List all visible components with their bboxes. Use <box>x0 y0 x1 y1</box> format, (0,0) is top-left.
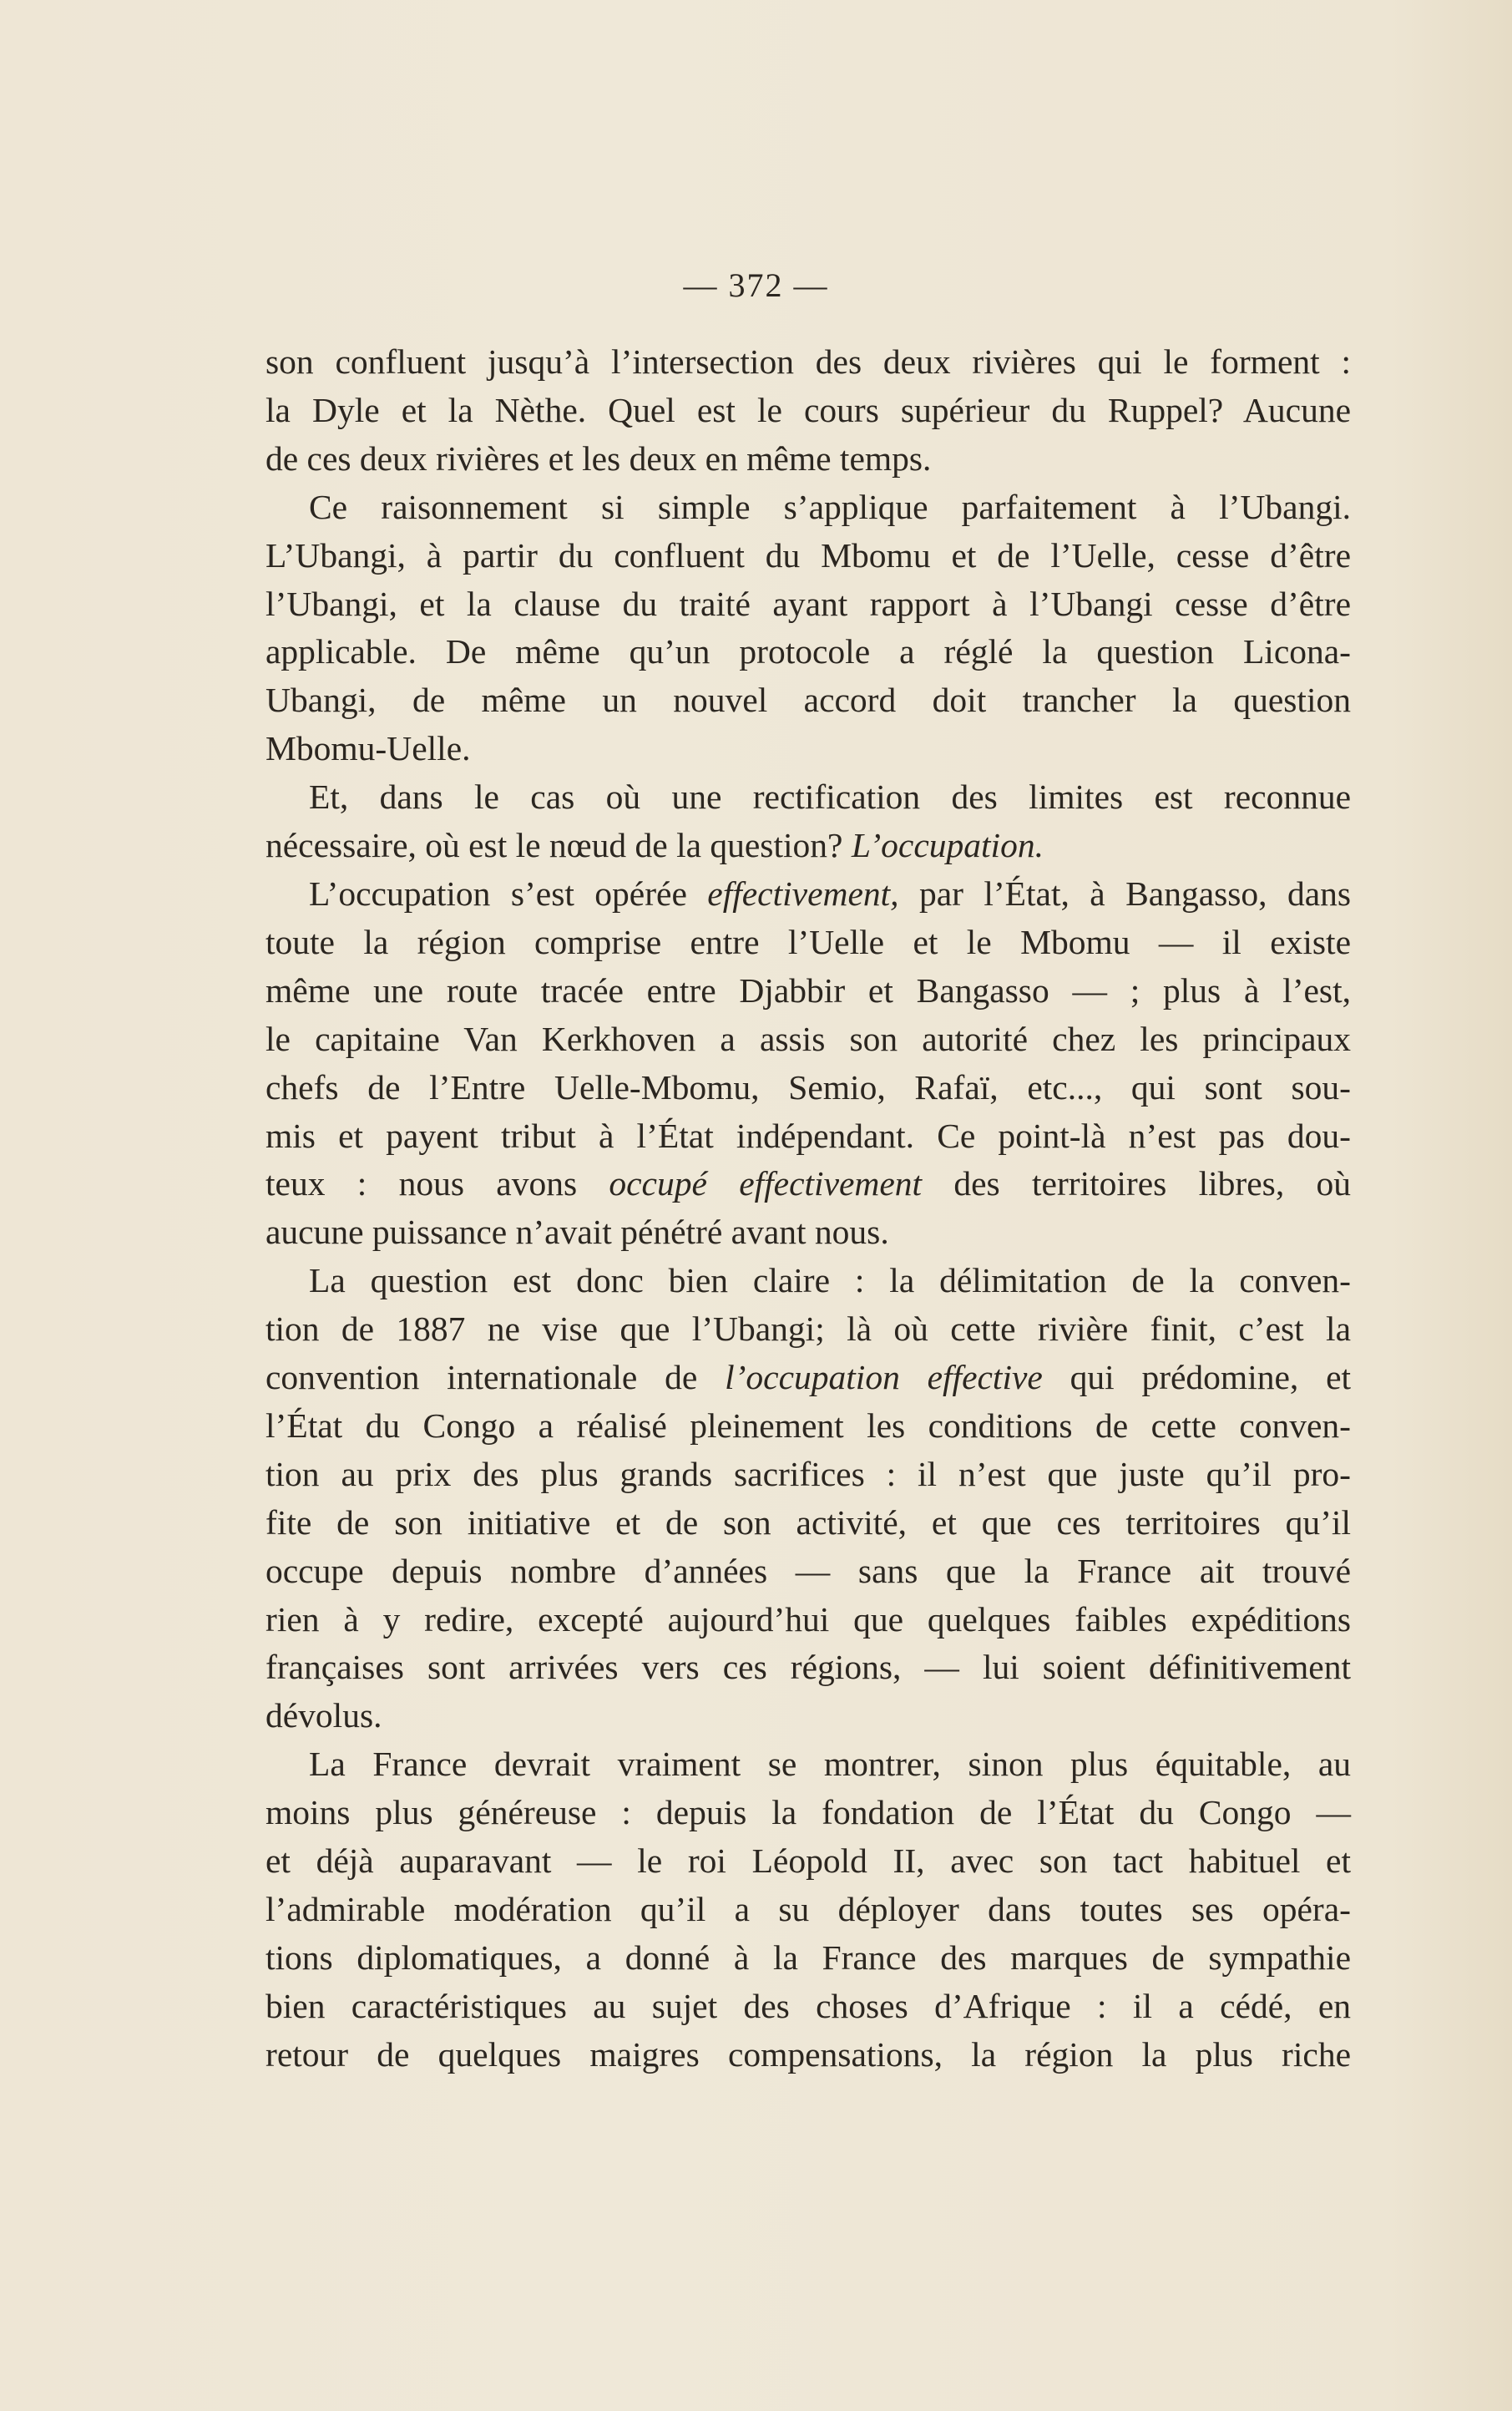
text-line: tions diplomatiques, a donné à la France des marques de sympathie <box>265 1937 1351 1977</box>
text-line: Et, dans le cas où une rectification des limites est reconnue <box>309 777 1351 817</box>
text-line: La France devrait vraiment se montrer, sinon plus équitable, au <box>309 1745 1351 1784</box>
text-line: Mbomu-Uelle. <box>265 729 471 768</box>
text-line: aucune puissance n’avait pénétré avant nous. <box>265 1213 889 1252</box>
text-line: retour de quelques maigres compensations, la région la plus riche <box>265 2034 1351 2074</box>
text-line: dévolus. <box>265 1696 382 1735</box>
text-line: teux : nous avons occupé effectivement des territoires libres, où <box>265 1164 1351 1203</box>
text-line: Ce raisonnement si simple s’applique parfaitement à l’Ubangi. <box>309 487 1351 526</box>
text-line: et déjà auparavant — le roi Léopold II, avec son tact habituel et <box>265 1841 1351 1881</box>
text-line: rien à y redire, excepté aujourd’hui que quelques faibles expéditions <box>265 1599 1351 1639</box>
text-line: bien caractéristiques au sujet des choses d’Afrique : il a cédé, en <box>265 1986 1351 2025</box>
text-line: chefs de l’Entre Uelle-Mbomu, Semio, Rafaï, etc..., qui sont sou- <box>265 1067 1351 1107</box>
text-line: toute la région comprise entre l’Uelle et le Mbomu — il existe <box>265 922 1351 961</box>
text-line: L’occupation s’est opérée effectivement, par l’État, à Bangasso, dans <box>309 874 1352 913</box>
text-line: de ces deux rivières et les deux en même temps. <box>265 438 932 478</box>
text-line: fite de son initiative et de son activité, et que ces territoires qu’il <box>265 1502 1351 1542</box>
text-line: L’Ubangi, à partir du confluent du Mbomu et de l’Uelle, cesse d’être <box>265 535 1351 575</box>
text-line: Ubangi, de même un nouvel accord doit trancher la question <box>265 681 1351 720</box>
text-line: occupe depuis nombre d’années — sans que la France ait trouvé <box>265 1551 1351 1590</box>
text-line: applicable. De même qu’un protocole a réglé la question Licona- <box>265 632 1351 671</box>
text-line: la Dyle et la Nèthe. Quel est le cours supérieur du Ruppel? Aucune <box>265 390 1351 429</box>
text-line: son confluent jusqu’à l’intersection des deux rivières qui le forment : <box>265 342 1351 381</box>
text-line: mis et payent tribut à l’État indépendant. Ce point-là n’est pas dou- <box>265 1116 1351 1155</box>
text-line: l’Ubangi, et la clause du traité ayant rapport à l’Ubangi cesse d’être <box>265 584 1351 623</box>
text-line: l’admirable modération qu’il a su déployer dans toutes ses opéra- <box>265 1890 1351 1928</box>
text-line: moins plus généreuse : depuis la fondation de l’État du Congo — <box>265 1793 1351 1832</box>
page-number: — 372 — <box>683 266 829 304</box>
text-line: nécessaire, où est le nœud de la question? L’occupation. <box>265 826 1044 865</box>
text-line: le capitaine Van Kerkhoven a assis son autorité chez les principaux <box>265 1019 1351 1058</box>
text-line: l’État du Congo a réalisé pleinement les conditions de cette conven- <box>265 1406 1351 1445</box>
text-line: françaises sont arrivées vers ces régions, — lui soient définitivement <box>265 1648 1351 1687</box>
text-line: tion au prix des plus grands sacrifices : il n’est que juste qu’il pro- <box>265 1454 1351 1493</box>
text-line: convention internationale de l’occupation effective qui prédomine, et <box>265 1358 1352 1397</box>
body-text <box>265 338 1351 2079</box>
text-line: La question est donc bien claire : la délimitation de la conven- <box>309 1261 1351 1300</box>
text-line: même une route tracée entre Djabbir et Bangasso — ; plus à l’est, <box>265 970 1351 1010</box>
text-line: tion de 1887 ne vise que l’Ubangi; là où cette rivière finit, c’est la <box>265 1309 1351 1349</box>
